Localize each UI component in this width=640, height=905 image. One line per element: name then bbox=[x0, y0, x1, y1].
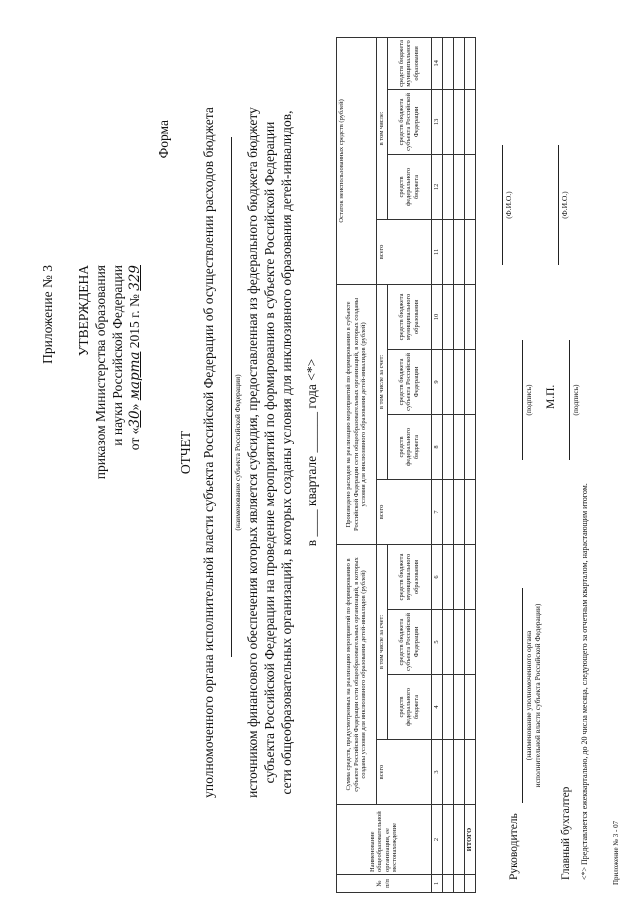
col-num: 4 bbox=[431, 675, 442, 740]
order-date-line bbox=[127, 265, 143, 450]
head-org-caption-1: (наименование уполномоченного органа bbox=[524, 630, 533, 761]
footnote: <*> Представляется ежеквартально, до 20 числа месяца, следующего за отчетным кварталом, нарастающим итогом. bbox=[580, 483, 589, 880]
col-num: 9 bbox=[431, 349, 442, 414]
col-header-rest-total: всего bbox=[377, 219, 432, 284]
date-year: 2015 г. № bbox=[127, 294, 142, 349]
col-num: 8 bbox=[431, 414, 442, 479]
accountant-fio-caption: (Ф.И.О.) bbox=[560, 191, 569, 219]
col-header-spent-incl: в том числе за счет: bbox=[377, 284, 388, 479]
subject-caption: (наименование субъекта Российской Федерации) bbox=[233, 374, 242, 531]
head-fio-line bbox=[502, 145, 503, 265]
col-header-rest-subj: средств бюджета субъекта Российской Федерации bbox=[387, 89, 431, 154]
accountant-fio-line bbox=[558, 145, 559, 265]
subject-underline bbox=[231, 137, 232, 657]
order-line-2: и науки Российской Федерации bbox=[110, 265, 125, 446]
head-fio-caption: (Ф.И.О.) bbox=[504, 191, 513, 219]
col-header-spent-fed: средств федерального бюджета bbox=[387, 414, 431, 479]
col-num: 10 bbox=[431, 284, 442, 349]
col-num: 2 bbox=[431, 805, 442, 875]
date-month: марта bbox=[127, 351, 143, 401]
report-period: в ____ квартале ______ года <*> bbox=[304, 358, 319, 547]
col-group-sum: Сумма средств, предусмотренных на реализацию мероприятий по формированию в субъекте Российской Федерации сети общеобразовательных организаций, в которых созданы условия для инклюзивного образования детей-инвалидов (рублей) bbox=[337, 544, 377, 804]
approved-label: УТВЕРЖДЕНА bbox=[76, 265, 91, 357]
table-row bbox=[442, 37, 453, 892]
order-line-1: приказом Министерства образования bbox=[93, 265, 108, 480]
col-header-sum-incl: в том числе за счет: bbox=[377, 544, 388, 739]
report-title: ОТЧЕТ bbox=[178, 430, 193, 475]
col-num: 5 bbox=[431, 610, 442, 675]
col-header-sum-subj: средств бюджета субъекта Российской Федерации bbox=[387, 610, 431, 675]
col-num: 13 bbox=[431, 89, 442, 154]
date-mid: » bbox=[127, 403, 142, 411]
col-header-rest-incl: в том числе: bbox=[377, 37, 388, 219]
report-table bbox=[336, 37, 476, 893]
total-row bbox=[464, 37, 475, 892]
col-header-spent-total: всего bbox=[377, 479, 432, 544]
accountant-sign-line bbox=[569, 340, 570, 460]
total-label: ИТОГО bbox=[464, 805, 475, 875]
col-header-rest-mun: средств бюджета муниципального образования bbox=[387, 37, 431, 89]
head-org-line bbox=[522, 588, 523, 803]
order-number: 329 bbox=[127, 265, 143, 291]
title-line-3: субъекта Российской Федерации на проведение мероприятий по формированию в субъекте Российской Федерации bbox=[262, 121, 277, 784]
col-header-rest-fed: средств федерального бюджета bbox=[387, 154, 431, 219]
col-num: 14 bbox=[431, 37, 442, 89]
head-sign-caption: (подпись) bbox=[524, 384, 533, 416]
page-mark: Приложение № 3 - 07 bbox=[612, 820, 620, 885]
accountant-label: Главный бухгалтер bbox=[560, 786, 572, 880]
title-line-4: сети общеобразовательных организаций, в которых созданы условия для инклюзивного образования детей-инвалидов, bbox=[279, 110, 294, 795]
head-sign-line bbox=[522, 340, 523, 460]
col-num: 12 bbox=[431, 154, 442, 219]
col-group-spent: Произведено расходов на реализацию мероприятий по формированию в субъекте Российской Федерации сети общеобразовательных организаций, в которых созданы условия для инклюзивного образования детей-инвалидов (рублей) bbox=[337, 284, 377, 544]
col-num: 6 bbox=[431, 544, 442, 609]
form-label: Форма bbox=[156, 120, 171, 159]
col-num: 7 bbox=[431, 479, 442, 544]
col-header-spent-mun: средств бюджета муниципального образования bbox=[387, 284, 431, 349]
title-line-2: источником финансового обеспечения которых является субсидия, предоставленная из федерального бюджета бюджету bbox=[245, 107, 260, 798]
col-header-sum-mun: средств бюджета муниципального образования bbox=[387, 544, 431, 609]
table-row bbox=[453, 37, 464, 892]
date-day: 30 bbox=[127, 410, 143, 428]
accountant-sign-caption: (подпись) bbox=[571, 384, 580, 416]
col-header-sum-total: всего bbox=[377, 740, 432, 805]
col-num: 1 bbox=[431, 875, 442, 893]
head-label: Руководитель bbox=[508, 813, 520, 880]
column-numbers-row bbox=[431, 37, 442, 892]
appendix-label: Приложение № 3 bbox=[40, 265, 55, 364]
title-line-1: уполномоченного органа исполнительной власти субъекта Российской Федерации об осуществлении расходов бюджета bbox=[201, 107, 216, 798]
col-header-num: № п/п bbox=[337, 875, 432, 893]
head-org-caption-2: исполнительной власти субъекта Российской Федерации) bbox=[533, 603, 542, 788]
date-prefix: от « bbox=[127, 427, 142, 451]
col-group-rest: Остаток неиспользованных средств (рублей) bbox=[337, 37, 377, 284]
col-num: 11 bbox=[431, 219, 442, 284]
col-header-org-name: Наименование общеобразовательной организации, ее местонахождение bbox=[337, 805, 432, 875]
col-header-sum-fed: средств федерального бюджета bbox=[387, 675, 431, 740]
col-num: 3 bbox=[431, 740, 442, 805]
stamp-mark: М.П. bbox=[545, 384, 557, 409]
col-header-spent-subj: средств бюджета субъекта Российской Федерации bbox=[387, 349, 431, 414]
